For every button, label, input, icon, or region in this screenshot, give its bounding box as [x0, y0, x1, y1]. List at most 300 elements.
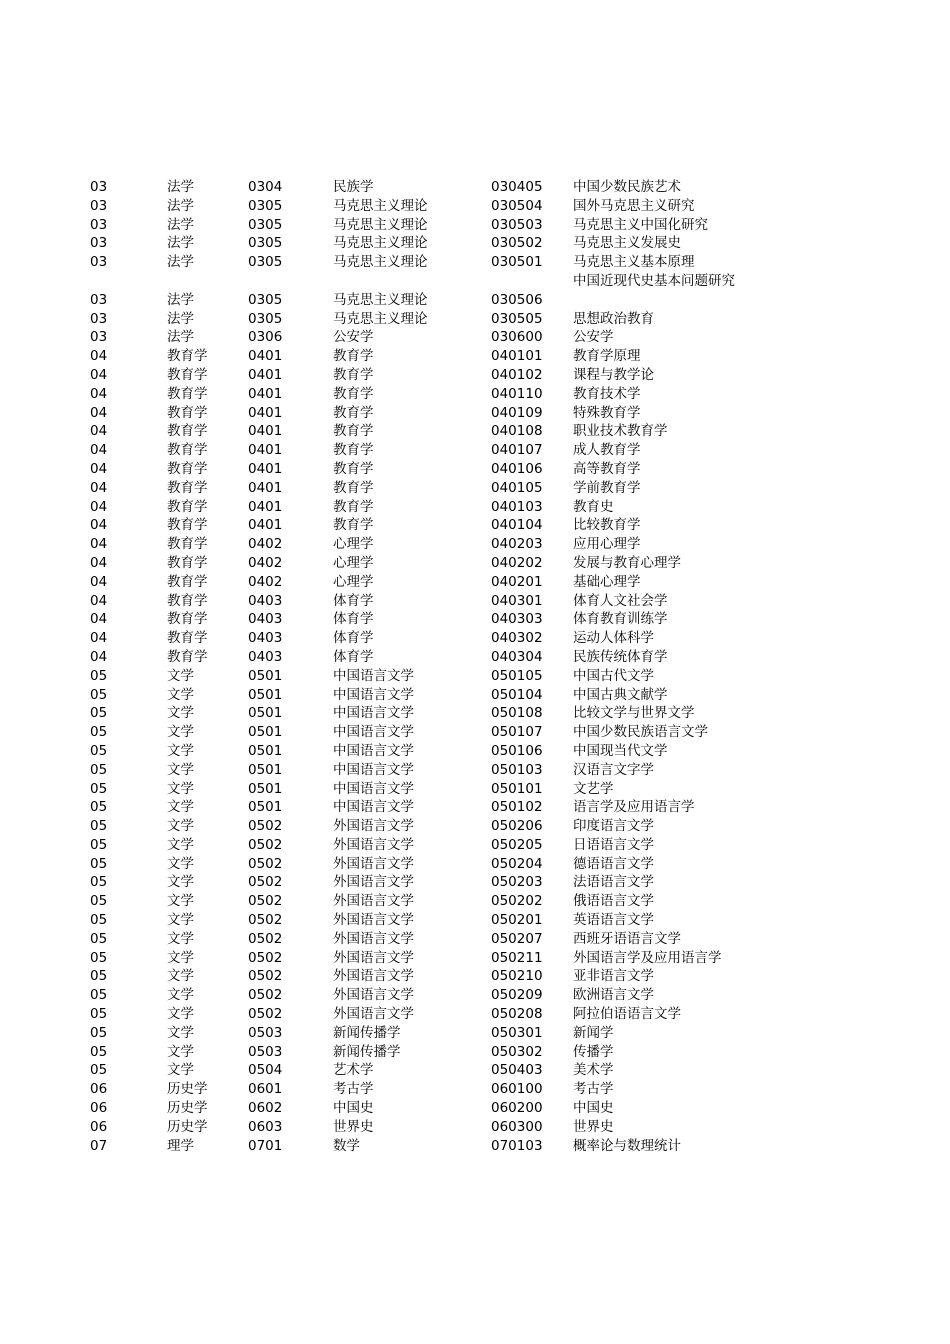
discipline-name-cell: 教育学	[333, 460, 374, 477]
discipline-name-cell: 艺术学	[333, 1062, 374, 1079]
discipline-code-cell: 0401	[248, 404, 283, 421]
discipline-name-cell: 外国语言文学	[333, 836, 414, 853]
category-name-cell: 教育学	[167, 648, 208, 665]
subject-code-cell: 050105	[491, 667, 543, 684]
category-code-cell: 05	[90, 686, 108, 703]
table-row	[0, 498, 950, 517]
category-name-cell: 历史学	[167, 1118, 208, 1135]
subject-name-cell: 中国现当代文学	[573, 742, 668, 759]
category-code-cell: 04	[90, 517, 108, 534]
category-code-cell: 05	[90, 818, 108, 835]
category-name-cell: 理学	[167, 1137, 194, 1154]
discipline-name-cell: 体育学	[333, 611, 374, 628]
table-row	[0, 178, 950, 197]
discipline-name-cell: 考古学	[333, 1081, 374, 1098]
discipline-name-cell: 外国语言文学	[333, 930, 414, 947]
table-row	[0, 460, 950, 479]
table-row	[0, 535, 950, 554]
category-code-cell: 04	[90, 536, 108, 553]
subject-name-cell: 英语语言文学	[573, 912, 654, 929]
category-code-cell: 05	[90, 930, 108, 947]
category-name-cell: 教育学	[167, 630, 208, 647]
discipline-code-cell: 0501	[248, 705, 283, 722]
subject-name-cell: 中国少数民族语言文学	[573, 724, 708, 741]
category-name-cell: 教育学	[167, 611, 208, 628]
subject-code-cell: 040303	[491, 611, 543, 628]
subject-name-cell: 中国少数民族艺术	[573, 179, 681, 195]
category-name-cell: 教育学	[167, 460, 208, 477]
discipline-name-cell: 教育学	[333, 442, 374, 459]
category-code-cell: 04	[90, 479, 108, 496]
subject-name-cell: 比较文学与世界文学	[573, 705, 695, 722]
subject-code-cell: 050101	[491, 780, 543, 797]
discipline-name-cell: 中国语言文学	[333, 667, 414, 684]
discipline-code-cell: 0401	[248, 460, 283, 477]
discipline-code-cell: 0305	[248, 197, 283, 214]
category-name-cell: 教育学	[167, 498, 208, 515]
table-row	[0, 798, 950, 817]
table-row	[0, 216, 950, 235]
category-code-cell: 05	[90, 987, 108, 1004]
table-row	[0, 1005, 950, 1024]
table-row	[0, 723, 950, 742]
category-code-cell: 03	[90, 291, 108, 308]
discipline-code-cell: 0401	[248, 479, 283, 496]
category-name-cell: 文学	[167, 705, 194, 722]
subject-code-cell: 050403	[491, 1062, 543, 1079]
table-row	[0, 761, 950, 780]
discipline-code-cell: 0401	[248, 385, 283, 402]
subject-code-cell: 040106	[491, 460, 543, 477]
category-code-cell: 04	[90, 442, 108, 459]
subject-name-cell: 文艺学	[573, 780, 614, 797]
discipline-name-cell: 教育学	[333, 479, 374, 496]
table-row	[0, 686, 950, 705]
discipline-code-cell: 0601	[248, 1081, 283, 1098]
subject-code-cell: 050209	[491, 987, 543, 1004]
subject-code-cell: 050107	[491, 724, 543, 741]
subject-code-cell: 030600	[491, 329, 543, 346]
category-name-cell: 文学	[167, 686, 194, 703]
category-code-cell: 03	[90, 329, 108, 346]
subject-name-cell: 中国古典文献学	[573, 686, 668, 703]
category-code-cell: 05	[90, 893, 108, 910]
discipline-name-cell: 心理学	[333, 573, 374, 590]
category-code-cell: 03	[90, 179, 108, 195]
discipline-name-cell: 外国语言文学	[333, 949, 414, 966]
category-name-cell: 法学	[167, 235, 194, 252]
category-name-cell: 文学	[167, 930, 194, 947]
discipline-name-cell: 新闻传播学	[333, 1024, 401, 1041]
discipline-code-cell: 0403	[248, 648, 283, 665]
discipline-code-cell: 0305	[248, 310, 283, 327]
category-code-cell: 07	[90, 1137, 108, 1154]
subject-name-cell: 法语语言文学	[573, 874, 654, 891]
discipline-code-cell: 0305	[248, 235, 283, 252]
discipline-code-cell: 0502	[248, 855, 283, 872]
subject-code-cell: 050202	[491, 893, 543, 910]
category-code-cell: 06	[90, 1081, 108, 1098]
table-row	[0, 328, 950, 347]
table-row	[0, 986, 950, 1005]
discipline-name-cell: 教育学	[333, 517, 374, 534]
category-name-cell: 文学	[167, 949, 194, 966]
discipline-name-cell: 马克思主义理论	[333, 291, 428, 308]
subject-code-cell: 040102	[491, 366, 543, 383]
discipline-code-cell: 0401	[248, 498, 283, 515]
subject-code-cell: 050102	[491, 799, 543, 816]
subject-name-cell: 印度语言文学	[573, 818, 654, 835]
discipline-code-cell: 0502	[248, 836, 283, 853]
discipline-code-cell: 0504	[248, 1062, 283, 1079]
discipline-code-cell: 0502	[248, 818, 283, 835]
discipline-code-cell: 0306	[248, 329, 283, 346]
subject-name-cell: 应用心理学	[573, 536, 641, 553]
subject-name-cell: 西班牙语语言文学	[573, 930, 681, 947]
discipline-code-cell: 0401	[248, 366, 283, 383]
subject-code-cell: 040304	[491, 648, 543, 665]
category-name-cell: 文学	[167, 968, 194, 985]
category-name-cell: 法学	[167, 291, 194, 308]
subject-name-cell: 特殊教育学	[573, 404, 641, 421]
subject-name-cell: 美术学	[573, 1062, 614, 1079]
discipline-name-cell: 体育学	[333, 630, 374, 647]
discipline-code-cell: 0305	[248, 216, 283, 233]
category-name-cell: 文学	[167, 1006, 194, 1023]
discipline-code-cell: 0602	[248, 1100, 283, 1117]
category-code-cell: 05	[90, 1062, 108, 1079]
subject-name-cell: 民族传统体育学	[573, 648, 668, 665]
subject-name-cell: 教育史	[573, 498, 614, 515]
subject-code-cell: 050205	[491, 836, 543, 853]
discipline-name-cell: 民族学	[333, 179, 374, 195]
category-code-cell: 05	[90, 949, 108, 966]
subject-name-cell: 阿拉伯语语言文学	[573, 1006, 681, 1023]
subject-name-cell: 高等教育学	[573, 460, 641, 477]
subject-name-cell: 俄语语言文学	[573, 893, 654, 910]
subject-code-cell: 050206	[491, 818, 543, 835]
category-name-cell: 文学	[167, 818, 194, 835]
discipline-name-cell: 体育学	[333, 648, 374, 665]
table-row	[0, 441, 950, 460]
category-code-cell: 03	[90, 197, 108, 214]
category-name-cell: 法学	[167, 254, 194, 271]
discipline-code-cell: 0501	[248, 742, 283, 759]
category-name-cell: 教育学	[167, 592, 208, 609]
category-name-cell: 法学	[167, 329, 194, 346]
subject-name-cell: 学前教育学	[573, 479, 641, 496]
discipline-code-cell: 0401	[248, 348, 283, 365]
discipline-name-cell: 外国语言文学	[333, 893, 414, 910]
subject-code-cell: 060200	[491, 1100, 543, 1117]
subject-code-cell: 040301	[491, 592, 543, 609]
subject-name-cell: 德语语言文学	[573, 855, 654, 872]
category-code-cell: 05	[90, 780, 108, 797]
table-row	[0, 949, 950, 968]
subject-name-cell: 发展与教育心理学	[573, 554, 681, 571]
discipline-code-cell: 0501	[248, 799, 283, 816]
discipline-name-cell: 外国语言文学	[333, 818, 414, 835]
category-code-cell: 05	[90, 968, 108, 985]
subject-name-cell: 教育技术学	[573, 385, 641, 402]
subject-code-cell: 040103	[491, 498, 543, 515]
category-code-cell: 05	[90, 912, 108, 929]
discipline-name-cell: 马克思主义理论	[333, 197, 428, 214]
category-code-cell: 04	[90, 348, 108, 365]
table-row	[0, 911, 950, 930]
category-name-cell: 教育学	[167, 442, 208, 459]
discipline-name-cell: 外国语言文学	[333, 968, 414, 985]
category-code-cell: 03	[90, 254, 108, 271]
discipline-code-cell: 0501	[248, 724, 283, 741]
category-name-cell: 文学	[167, 855, 194, 872]
subject-code-cell: 050207	[491, 930, 543, 947]
table-row	[0, 855, 950, 874]
discipline-table	[0, 178, 950, 1155]
table-row	[0, 1043, 950, 1062]
category-name-cell: 文学	[167, 874, 194, 891]
discipline-name-cell: 中国语言文学	[333, 742, 414, 759]
category-code-cell: 05	[90, 874, 108, 891]
table-row	[0, 780, 950, 799]
subject-name-cell: 中国古代文学	[573, 667, 654, 684]
discipline-name-cell: 马克思主义理论	[333, 310, 428, 327]
table-row	[0, 742, 950, 761]
subject-name-cell: 新闻学	[573, 1024, 614, 1041]
category-name-cell: 文学	[167, 1024, 194, 1041]
table-row	[0, 197, 950, 216]
category-code-cell: 05	[90, 855, 108, 872]
category-code-cell: 04	[90, 630, 108, 647]
subject-name-cell: 外国语言学及应用语言学	[573, 949, 722, 966]
table-row	[0, 629, 950, 648]
discipline-name-cell: 中国语言文学	[333, 799, 414, 816]
discipline-code-cell: 0305	[248, 291, 283, 308]
category-code-cell: 03	[90, 216, 108, 233]
discipline-name-cell: 外国语言文学	[333, 855, 414, 872]
subject-name-cell: 考古学	[573, 1081, 614, 1098]
subject-code-cell: 040109	[491, 404, 543, 421]
category-name-cell: 历史学	[167, 1081, 208, 1098]
subject-name-cell: 中国近现代史基本问题研究	[573, 272, 735, 289]
subject-name-cell: 概率论与数理统计	[573, 1137, 681, 1154]
category-code-cell: 06	[90, 1118, 108, 1135]
discipline-code-cell: 0401	[248, 423, 283, 440]
subject-code-cell: 050201	[491, 912, 543, 929]
table-row	[0, 930, 950, 949]
table-row	[0, 347, 950, 366]
subject-code-cell: 050106	[491, 742, 543, 759]
discipline-name-cell: 教育学	[333, 348, 374, 365]
table-row	[0, 272, 950, 310]
category-name-cell: 教育学	[167, 573, 208, 590]
discipline-name-cell: 中国语言文学	[333, 724, 414, 741]
table-row	[0, 873, 950, 892]
discipline-code-cell: 0502	[248, 1006, 283, 1023]
category-name-cell: 文学	[167, 912, 194, 929]
subject-name-cell: 比较教育学	[573, 517, 641, 534]
subject-code-cell: 030504	[491, 197, 543, 214]
category-code-cell: 06	[90, 1100, 108, 1117]
category-code-cell: 05	[90, 724, 108, 741]
discipline-name-cell: 马克思主义理论	[333, 254, 428, 271]
discipline-code-cell: 0502	[248, 949, 283, 966]
category-name-cell: 文学	[167, 761, 194, 778]
table-row	[0, 1137, 950, 1156]
discipline-code-cell: 0402	[248, 536, 283, 553]
category-code-cell: 04	[90, 554, 108, 571]
subject-name-cell: 世界史	[573, 1118, 614, 1135]
category-name-cell: 文学	[167, 1062, 194, 1079]
subject-code-cell: 060100	[491, 1081, 543, 1098]
discipline-name-cell: 中国语言文学	[333, 761, 414, 778]
table-row	[0, 422, 950, 441]
category-code-cell: 05	[90, 667, 108, 684]
category-name-cell: 法学	[167, 197, 194, 214]
category-name-cell: 文学	[167, 987, 194, 1004]
discipline-name-cell: 公安学	[333, 329, 374, 346]
subject-code-cell: 040202	[491, 554, 543, 571]
category-name-cell: 法学	[167, 179, 194, 195]
discipline-code-cell: 0501	[248, 780, 283, 797]
discipline-name-cell: 数学	[333, 1137, 360, 1154]
subject-code-cell: 050210	[491, 968, 543, 985]
table-row	[0, 404, 950, 423]
subject-code-cell: 060300	[491, 1118, 543, 1135]
discipline-code-cell: 0402	[248, 573, 283, 590]
table-row	[0, 516, 950, 535]
discipline-code-cell: 0304	[248, 179, 283, 195]
category-name-cell: 文学	[167, 724, 194, 741]
category-name-cell: 教育学	[167, 517, 208, 534]
discipline-name-cell: 中国史	[333, 1100, 374, 1117]
discipline-name-cell: 教育学	[333, 423, 374, 440]
table-row	[0, 836, 950, 855]
category-code-cell: 03	[90, 235, 108, 252]
subject-code-cell: 040105	[491, 479, 543, 496]
discipline-code-cell: 0403	[248, 630, 283, 647]
discipline-name-cell: 马克思主义理论	[333, 216, 428, 233]
category-name-cell: 文学	[167, 1043, 194, 1060]
category-code-cell: 05	[90, 836, 108, 853]
table-row	[0, 573, 950, 592]
subject-code-cell: 030506	[491, 291, 543, 308]
category-code-cell: 05	[90, 705, 108, 722]
discipline-code-cell: 0403	[248, 611, 283, 628]
subject-code-cell: 030503	[491, 216, 543, 233]
discipline-code-cell: 0305	[248, 254, 283, 271]
subject-name-cell: 基础心理学	[573, 573, 641, 590]
subject-code-cell: 040203	[491, 536, 543, 553]
discipline-name-cell: 外国语言文学	[333, 912, 414, 929]
discipline-name-cell: 教育学	[333, 498, 374, 515]
table-row	[0, 648, 950, 667]
discipline-name-cell: 世界史	[333, 1118, 374, 1135]
category-code-cell: 04	[90, 366, 108, 383]
discipline-code-cell: 0502	[248, 930, 283, 947]
category-name-cell: 教育学	[167, 348, 208, 365]
category-code-cell: 04	[90, 648, 108, 665]
discipline-name-cell: 教育学	[333, 404, 374, 421]
subject-name-cell: 亚非语言文学	[573, 968, 654, 985]
discipline-code-cell: 0501	[248, 686, 283, 703]
category-code-cell: 05	[90, 799, 108, 816]
discipline-name-cell: 教育学	[333, 385, 374, 402]
subject-name-cell: 传播学	[573, 1043, 614, 1060]
subject-name-cell: 马克思主义基本原理	[573, 254, 695, 271]
table-row	[0, 704, 950, 723]
subject-code-cell: 050104	[491, 686, 543, 703]
table-row	[0, 667, 950, 686]
category-name-cell: 法学	[167, 310, 194, 327]
discipline-code-cell: 0403	[248, 592, 283, 609]
subject-code-cell: 050203	[491, 874, 543, 891]
category-code-cell: 04	[90, 460, 108, 477]
category-code-cell: 05	[90, 761, 108, 778]
category-code-cell: 04	[90, 611, 108, 628]
category-name-cell: 文学	[167, 742, 194, 759]
subject-code-cell: 050208	[491, 1006, 543, 1023]
discipline-name-cell: 中国语言文学	[333, 705, 414, 722]
table-row	[0, 554, 950, 573]
subject-code-cell: 030502	[491, 235, 543, 252]
subject-code-cell: 070103	[491, 1137, 543, 1154]
subject-code-cell: 040101	[491, 348, 543, 365]
table-row	[0, 1024, 950, 1043]
subject-name-cell: 运动人体科学	[573, 630, 654, 647]
discipline-code-cell: 0502	[248, 987, 283, 1004]
discipline-code-cell: 0402	[248, 554, 283, 571]
table-row	[0, 253, 950, 272]
table-row	[0, 610, 950, 629]
subject-name-cell: 国外马克思主义研究	[573, 197, 695, 214]
subject-code-cell: 050301	[491, 1024, 543, 1041]
subject-name-cell: 汉语言文字学	[573, 761, 654, 778]
table-row	[0, 1118, 950, 1137]
subject-code-cell: 040201	[491, 573, 543, 590]
subject-name-cell: 体育人文社会学	[573, 592, 668, 609]
table-row	[0, 1061, 950, 1080]
subject-code-cell: 040107	[491, 442, 543, 459]
category-code-cell: 04	[90, 592, 108, 609]
category-name-cell: 教育学	[167, 404, 208, 421]
category-name-cell: 教育学	[167, 366, 208, 383]
discipline-code-cell: 0503	[248, 1024, 283, 1041]
table-row	[0, 1099, 950, 1118]
subject-code-cell: 040108	[491, 423, 543, 440]
subject-code-cell: 050302	[491, 1043, 543, 1060]
subject-code-cell: 050108	[491, 705, 543, 722]
subject-name-cell: 思想政治教育	[573, 310, 654, 327]
category-name-cell: 教育学	[167, 554, 208, 571]
category-name-cell: 教育学	[167, 536, 208, 553]
discipline-name-cell: 中国语言文学	[333, 780, 414, 797]
discipline-code-cell: 0502	[248, 893, 283, 910]
table-row	[0, 892, 950, 911]
category-code-cell: 04	[90, 573, 108, 590]
table-row	[0, 385, 950, 404]
subject-code-cell: 040110	[491, 385, 543, 402]
subject-code-cell: 050204	[491, 855, 543, 872]
table-row	[0, 310, 950, 329]
discipline-code-cell: 0501	[248, 761, 283, 778]
category-name-cell: 文学	[167, 893, 194, 910]
subject-code-cell: 050103	[491, 761, 543, 778]
subject-name-cell: 公安学	[573, 329, 614, 346]
table-row	[0, 366, 950, 385]
discipline-code-cell: 0502	[248, 912, 283, 929]
table-row	[0, 592, 950, 611]
